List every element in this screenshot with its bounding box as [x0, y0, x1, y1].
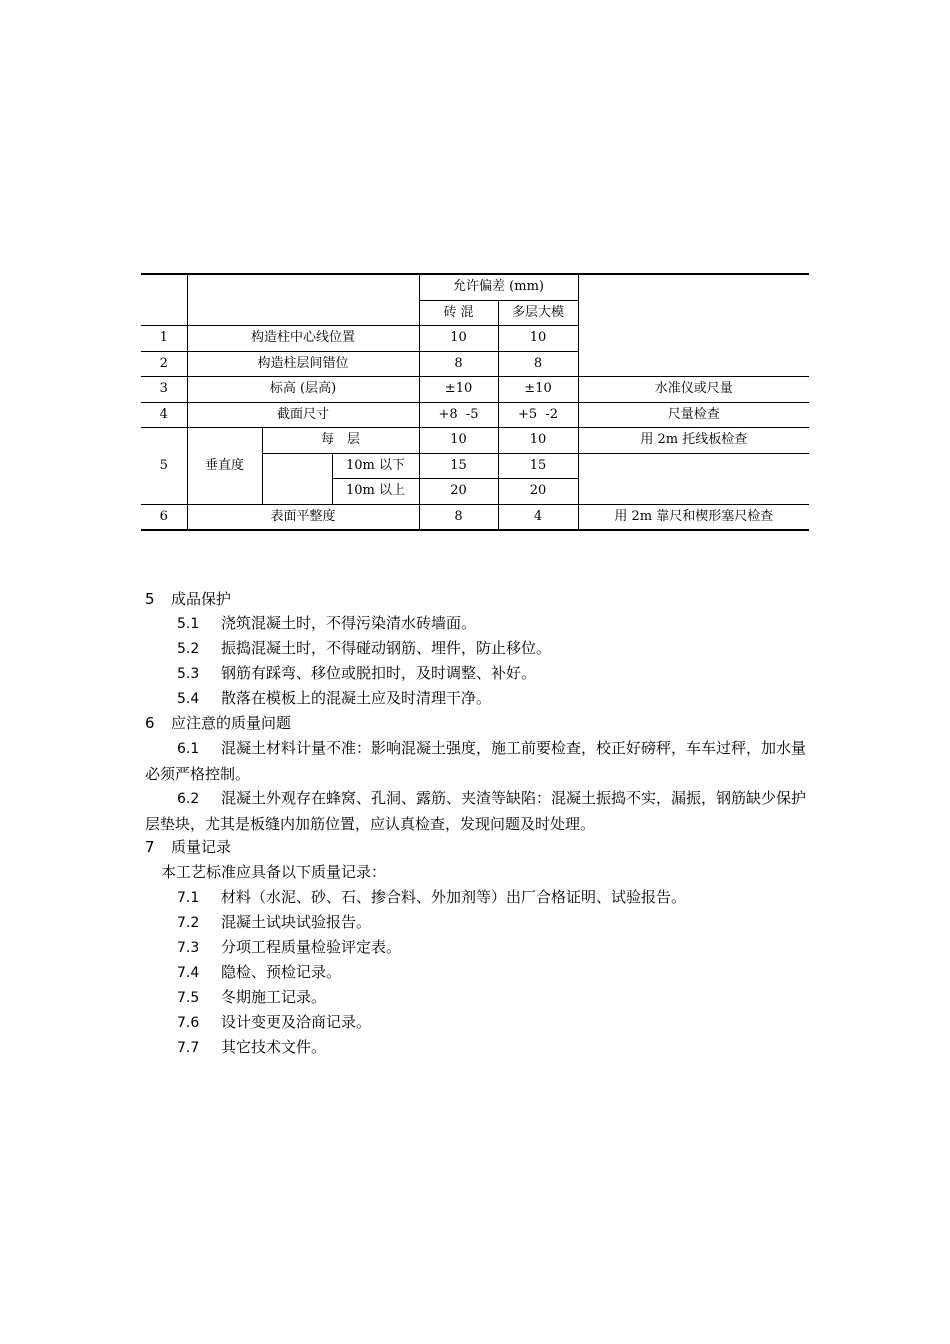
row-method: 用 2m 托线板检查 — [578, 428, 809, 454]
paragraph-item — [145, 736, 815, 787]
list-item — [177, 985, 326, 1010]
section-intro: 本工艺标准应具备以下质量记录： — [161, 863, 387, 881]
list-item — [177, 885, 686, 910]
row-item: 垂直度 — [187, 428, 262, 505]
header-method-cell — [578, 274, 809, 377]
section-title: 质量记录 — [171, 838, 232, 856]
row-method: 水准仪或尺量 — [578, 377, 809, 403]
row-item: 标高 (层高) — [187, 377, 419, 403]
item-text: 分项工程质量检验评定表。 — [221, 938, 402, 956]
header-tolerance-group: 允许偏差 (mm) — [419, 274, 578, 300]
header-no-cell — [141, 274, 187, 326]
item-text: 隐检、预检记录。 — [221, 963, 342, 981]
row-method: 尺量检查 — [578, 402, 809, 428]
item-text: 其它技术文件。 — [221, 1038, 327, 1056]
row-sub-item: 每 层 — [262, 428, 419, 454]
list-item — [177, 661, 536, 686]
item-number: 5.4 — [177, 691, 200, 707]
row-no: 2 — [141, 351, 187, 377]
list-item — [177, 1010, 371, 1035]
item-text: 混凝土试块试验报告。 — [221, 913, 372, 931]
row-multi: 8 — [498, 351, 578, 377]
row-brick: 8 — [419, 504, 498, 530]
list-item — [177, 910, 371, 935]
row-method: 用 2m 靠尺和楔形塞尺检查 — [578, 504, 809, 530]
row-multi: 10 — [498, 428, 578, 454]
paragraph-item — [145, 786, 815, 837]
item-number: 5.3 — [177, 666, 200, 682]
section-title: 成品保护 — [171, 590, 232, 608]
list-item — [177, 636, 551, 661]
list-item — [177, 1035, 326, 1060]
row-no: 5 — [141, 428, 187, 505]
row-method — [578, 453, 809, 504]
item-number: 6.2 — [177, 791, 200, 807]
item-number: 7.1 — [177, 890, 200, 906]
row-multi: +5 -2 — [498, 402, 578, 428]
item-text: 设计变更及洽商记录。 — [221, 1013, 372, 1031]
list-item — [177, 935, 401, 960]
list-item — [177, 611, 476, 636]
item-number: 7.6 — [177, 1015, 200, 1031]
row-sub-group — [262, 453, 332, 504]
section-heading — [145, 711, 291, 735]
row-multi: ±10 — [498, 377, 578, 403]
tolerance-table — [141, 273, 809, 531]
row-multi: 20 — [498, 479, 578, 505]
item-text: 浇筑混凝土时，不得污染清水砖墙面。 — [221, 614, 477, 632]
row-multi: 10 — [498, 326, 578, 352]
row-item: 截面尺寸 — [187, 402, 419, 428]
item-text: 散落在模板上的混凝土应及时清理干净。 — [221, 689, 492, 707]
section-heading — [145, 835, 231, 859]
row-brick: 15 — [419, 453, 498, 479]
list-item — [177, 686, 491, 711]
header-multi: 多层大模 — [498, 300, 578, 326]
row-sub-item: 10m 以下 — [332, 453, 419, 479]
item-text: 钢筋有踩弯、移位或脱扣时，及时调整、补好。 — [221, 664, 537, 682]
item-text: 混凝土外观存在蜂窝、孔洞、露筋、夹渣等缺陷：混凝土振捣不实，漏振，钢筋缺少保护层垫块，尤其是板缝内加筋位置，应认真检查，发现问题及时处理。 — [145, 789, 807, 833]
table-row — [141, 377, 809, 403]
row-multi: 15 — [498, 453, 578, 479]
row-item: 构造柱中心线位置 — [187, 326, 419, 352]
section-number: 5 — [145, 590, 155, 608]
table-row — [141, 428, 809, 454]
row-sub-item: 10m 以上 — [332, 479, 419, 505]
item-text: 材料（水泥、砂、石、掺合料、外加剂等）出厂合格证明、试验报告。 — [221, 888, 687, 906]
item-text: 振捣混凝土时，不得碰动钢筋、埋件，防止移位。 — [221, 639, 552, 657]
row-brick: 8 — [419, 351, 498, 377]
row-item: 表面平整度 — [187, 504, 419, 530]
table-row — [141, 504, 809, 530]
list-item — [177, 960, 341, 985]
item-number: 7.2 — [177, 915, 200, 931]
row-multi: 4 — [498, 504, 578, 530]
row-item: 构造柱层间错位 — [187, 351, 419, 377]
item-number: 7.7 — [177, 1040, 200, 1056]
row-no: 3 — [141, 377, 187, 403]
row-no: 1 — [141, 326, 187, 352]
item-number: 5.1 — [177, 616, 200, 632]
row-brick: 20 — [419, 479, 498, 505]
row-no: 4 — [141, 402, 187, 428]
table-header-row — [141, 274, 809, 300]
row-brick: +8 -5 — [419, 402, 498, 428]
item-number: 7.4 — [177, 965, 200, 981]
row-brick: 10 — [419, 428, 498, 454]
item-number: 7.3 — [177, 940, 200, 956]
row-brick: ±10 — [419, 377, 498, 403]
table-row — [141, 402, 809, 428]
item-number: 5.2 — [177, 641, 200, 657]
item-number: 6.1 — [177, 741, 200, 757]
item-text: 冬期施工记录。 — [221, 988, 327, 1006]
item-number: 7.5 — [177, 990, 200, 1006]
item-text: 混凝土材料计量不准：影响混凝土强度，施工前要检查，校正好磅秤，车车过秤，加水量必须严格控制。 — [145, 739, 807, 783]
section-heading — [145, 587, 231, 611]
row-no: 6 — [141, 504, 187, 530]
section-number: 6 — [145, 714, 155, 732]
header-brick: 砖 混 — [419, 300, 498, 326]
section-title: 应注意的质量问题 — [171, 714, 292, 732]
header-item-cell — [187, 274, 419, 326]
row-brick: 10 — [419, 326, 498, 352]
section-number: 7 — [145, 838, 155, 856]
